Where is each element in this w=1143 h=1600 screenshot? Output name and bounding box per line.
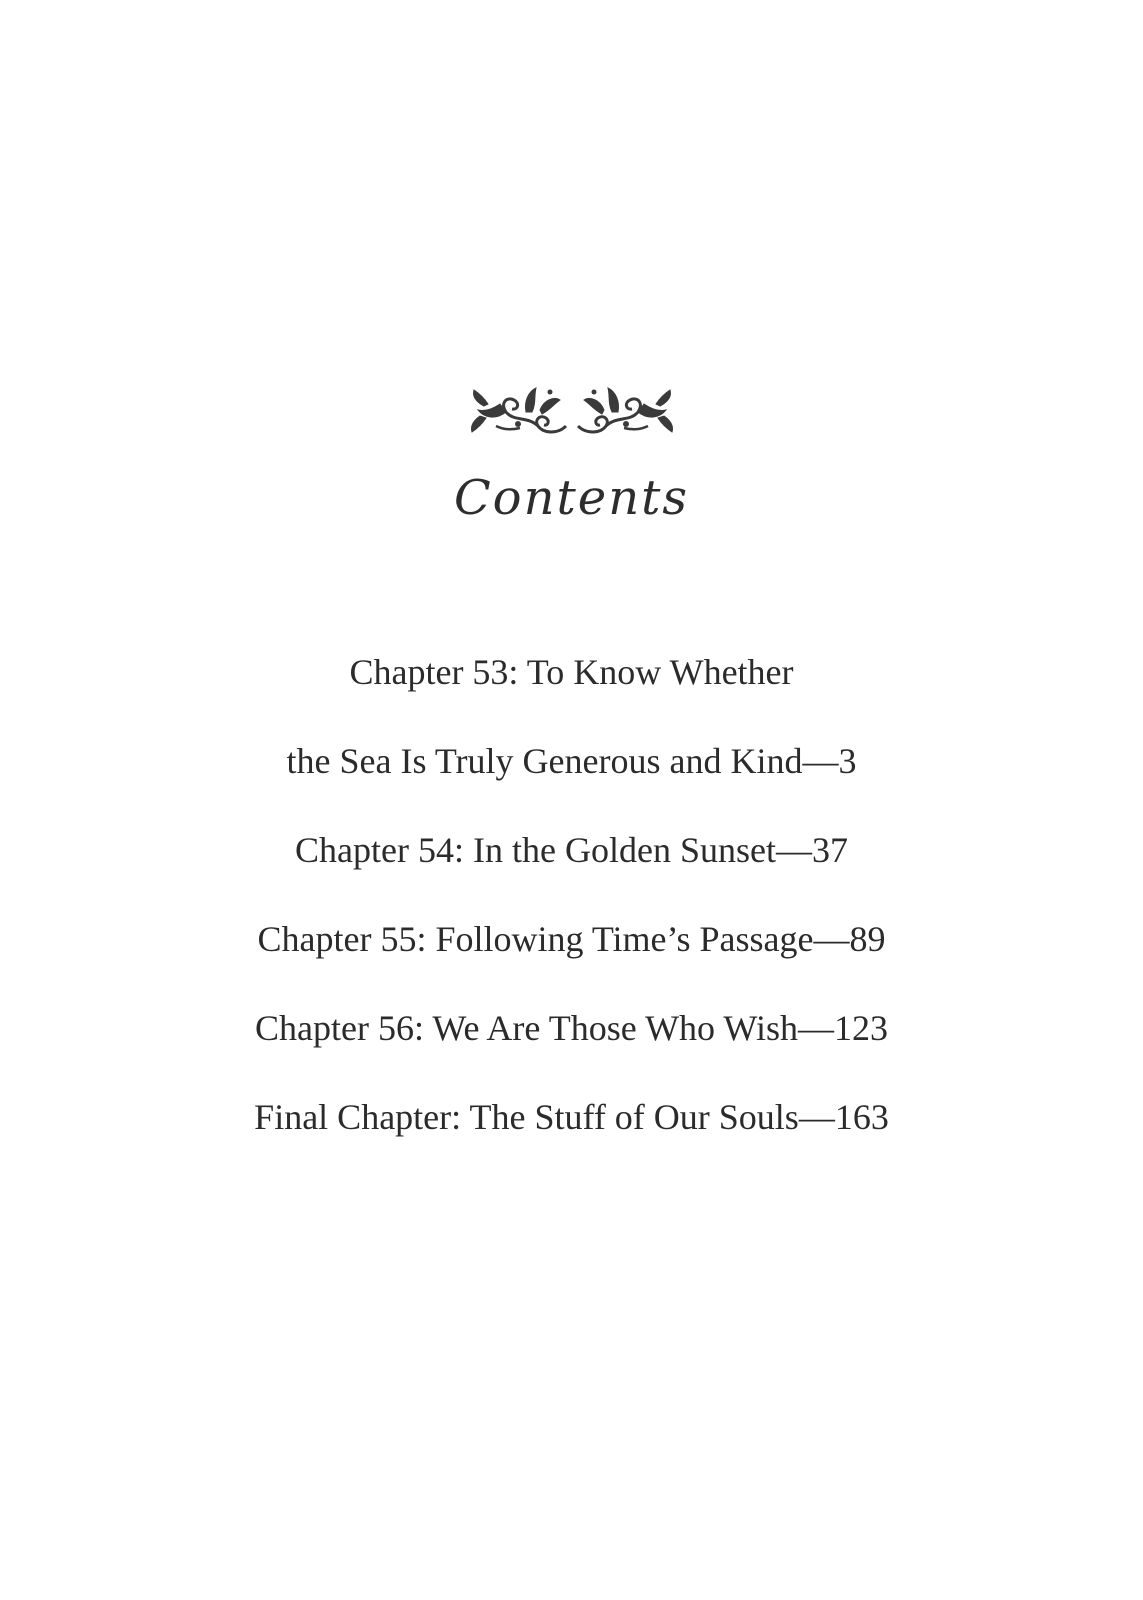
toc-line: Chapter 56: We Are Those Who Wish—123 (255, 1008, 888, 1048)
toc-line: Chapter 53: To Know Whether (349, 652, 794, 692)
toc-line: Chapter 55: Following Time’s Passage—89 (257, 919, 886, 959)
ornament-right-half (578, 388, 673, 432)
ornament-left-half (471, 388, 566, 432)
floral-ornament-icon (466, 382, 678, 442)
toc-line: Chapter 54: In the Golden Sunset—37 (295, 830, 848, 870)
table-of-contents (0, 628, 1143, 1162)
toc-line: Final Chapter: The Stuff of Our Souls—163 (254, 1097, 889, 1137)
page-title: Contents (453, 470, 690, 526)
toc-line: the Sea Is Truly Generous and Kind—3 (286, 741, 857, 781)
